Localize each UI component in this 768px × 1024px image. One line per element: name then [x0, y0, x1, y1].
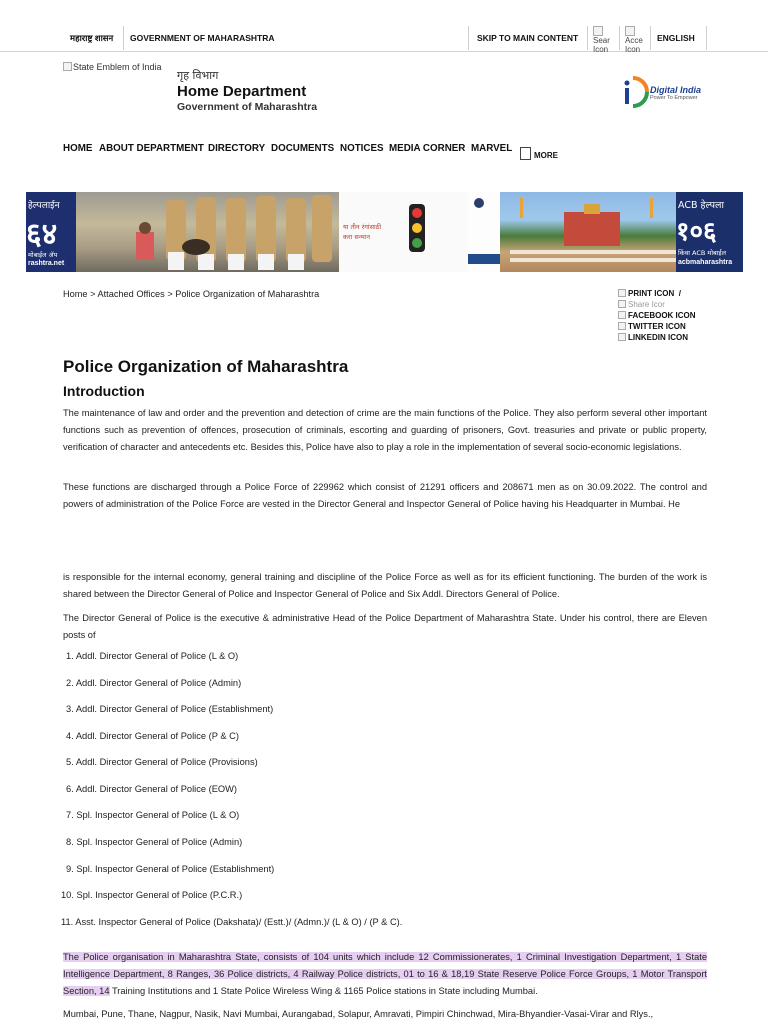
search-icon[interactable]	[593, 26, 615, 54]
breadcrumb-current: Police Organization of Maharashtra	[175, 289, 320, 299]
gov-english-label: GOVERNMENT OF MAHARASHTRA	[130, 33, 275, 43]
state-emblem-image[interactable]	[63, 62, 162, 72]
list-item: 6. Addl. Director General of Police (EOW)	[66, 784, 238, 794]
nav-notices[interactable]: NOTICES	[340, 143, 384, 154]
accessibility-icon-alt: Acce Icon	[625, 36, 643, 54]
intro-paragraph-4: The Director General of Police is the executive & administrative Head of the Police Department of Maharashtra State. Under his control, there are Eleven posts of	[63, 613, 707, 641]
divider	[587, 26, 588, 50]
section-title-introduction: Introduction	[63, 383, 145, 399]
facebook-button[interactable]	[618, 310, 728, 321]
facebook-label: FACEBOOK ICON	[628, 311, 696, 320]
list-item: 7. Spl. Inspector General of Police (L & O)	[66, 810, 240, 820]
department-subtitle: Government of Maharashtra	[177, 101, 318, 113]
breadcrumb-separator: >	[167, 289, 173, 299]
twitter-icon	[618, 322, 626, 330]
traffic-light-icon	[407, 204, 427, 252]
department-hindi-name: गृह विभाग	[177, 69, 219, 82]
list-item: 10. Spl. Inspector General of Police (P.C.R.)	[61, 890, 243, 900]
digital-india-tagline: Power To Empower	[650, 95, 698, 101]
accessibility-icon[interactable]	[625, 26, 647, 54]
nav-marvel[interactable]: MARVEL	[471, 143, 513, 154]
banner-parade-photo	[500, 192, 700, 272]
department-title[interactable]: Home Department	[177, 83, 307, 100]
nav-media-corner[interactable]: MEDIA CORNER	[389, 143, 466, 154]
digital-india-i-dot	[625, 81, 630, 86]
breadcrumb-attached-offices[interactable]: Attached Offices	[97, 289, 165, 299]
digital-india-text: Digital India	[650, 85, 702, 95]
list-item: 2. Addl. Director General of Police (Admin)	[66, 678, 242, 688]
acb-title: ACB हेल्पला	[678, 200, 724, 211]
organisation-text-rest: Training Institutions and 1 State Police Wireless Wing & 1165 Police stations in State including Mumbai.	[109, 986, 538, 997]
share-tools	[618, 288, 728, 343]
acb-line-1: किंवा ACB मोबाईल	[678, 249, 726, 257]
banner-traffic-poster	[339, 192, 468, 272]
list-item: 3. Addl. Director General of Police (Establishment)	[66, 704, 274, 714]
breadcrumb	[63, 289, 319, 299]
poster-line-2: करा सन्मान	[343, 233, 371, 241]
twitter-button[interactable]	[618, 321, 728, 332]
banner-acb-panel	[676, 192, 743, 272]
facebook-icon	[618, 311, 626, 319]
divider	[619, 26, 620, 50]
list-item: 1. Addl. Director General of Police (L & O)	[66, 651, 239, 661]
print-button[interactable]	[618, 288, 728, 299]
print-label: PRINT ICON	[628, 289, 675, 298]
linkedin-icon	[618, 333, 626, 341]
skip-to-main-link[interactable]: SKIP TO MAIN CONTENT	[477, 33, 579, 43]
nav-directory[interactable]: DIRECTORY	[208, 143, 266, 154]
list-item: 9. Spl. Inspector General of Police (Establishment)	[66, 864, 275, 874]
divider	[706, 26, 707, 50]
list-item: 11. Asst. Inspector General of Police (Dakshata)/ (Estt.)/ (Admn.)/ (L & O) / (P & C).	[61, 917, 403, 927]
linkedin-button[interactable]	[618, 332, 728, 343]
intro-paragraph-2: These functions are discharged through a Police Force of 229962 which consist of 21291 officers and 208671 men as on 30.09.2022. The control and powers of administration of the Police Force are vested in the Director General and Inspector General of Police having his Headquarter in Mumbai. He	[63, 482, 707, 510]
divider	[123, 26, 124, 50]
twitter-label: TWITTER ICON	[628, 322, 686, 331]
list-item: 4. Addl. Director General of Police (P & C)	[66, 731, 239, 741]
cities-paragraph: Mumbai, Pune, Thane, Nagpur, Nasik, Navi Mumbai, Aurangabad, Solapur, Amravati, Pimpiri Chinchwad, Mira-Bhyandier-Vasai-Virar and Rlys.,	[63, 1009, 654, 1019]
share-separator: /	[678, 289, 681, 298]
acb-line-2: acbmaharashtra	[678, 259, 733, 266]
banner-helpline-site: rashtra.net	[28, 260, 65, 267]
highlighted-text: The Police organisation in Maharashtra State, consists of 104 units which include 12 Commissionerates, 1 Criminal Investigation Department, 1 State Intelligence Department, 8 Ranges, 36 Police districts, 4 Railway Police districts, 01 to 16 & 18,19 State Reserve Police Force Groups, 1 Motor Transport Section, 14	[63, 952, 707, 997]
nav-home[interactable]: HOME	[63, 143, 93, 154]
page-title: Police Organization of Maharashtra	[63, 357, 349, 376]
more-menu-label[interactable]: MORE	[534, 151, 558, 160]
acb-number: १०६	[676, 217, 717, 247]
share-label: Share Icor	[628, 300, 665, 309]
divider	[650, 26, 651, 50]
language-selector[interactable]: ENGLISH	[657, 33, 695, 43]
nav-documents[interactable]: DOCUMENTS	[271, 143, 335, 154]
intro-paragraph-3: is responsible for the internal economy, general training and discipline of the Police Force as well as for its efficient functioning. The burden of the work is shared between the Director General of Police and Inspector General of Police and Six Addl. Directors General of Police.	[63, 572, 707, 600]
more-menu-checkbox[interactable]	[520, 147, 531, 160]
linkedin-label: LINKEDIN ICON	[628, 333, 688, 342]
top-utility-bar	[0, 24, 768, 52]
gov-hindi-label: महाराष्ट्र शासन	[70, 33, 114, 43]
divider	[468, 26, 469, 50]
banner-helpline-panel	[26, 192, 76, 272]
hero-banner-carousel[interactable]	[26, 192, 743, 272]
search-icon-alt: Sear Icon	[593, 36, 610, 54]
list-item: 8. Spl. Inspector General of Police (Admin)	[66, 837, 243, 847]
banner-poster-emblem	[468, 192, 500, 272]
list-item: 5. Addl. Director General of Police (Provisions)	[66, 757, 258, 767]
broken-image-icon	[63, 62, 72, 71]
police-parade-illustration	[76, 192, 339, 272]
state-emblem-alt: State Emblem of India	[73, 62, 162, 72]
banner-helpline-number: ६४	[26, 217, 58, 252]
parade-ground-illustration	[500, 192, 700, 272]
poster-line-1: या तीन रंगांसाठी	[343, 223, 382, 231]
digital-india-green-arc	[633, 92, 647, 106]
banner-helpline-app: मोबाईल ॲप	[28, 251, 58, 259]
share-button[interactable]	[618, 299, 728, 310]
nav-about-department[interactable]: ABOUT DEPARTMENT	[99, 143, 204, 154]
breadcrumb-home[interactable]: Home	[63, 289, 88, 299]
intro-paragraph-1: The maintenance of law and order and the prevention and detection of crime are the main functions of the Police. They also perform several other important functions such as prevention of offences, prosecution of criminals, escorting and guarding of prisoners, Govt. treasuries and private or public property, verification of character and antecedents etc. Besides this, Police have also to play a role in the implementation of several socio-economic legislations.	[63, 408, 707, 453]
print-icon	[618, 289, 626, 297]
digital-india-orange-arc	[633, 78, 647, 92]
organisation-paragraph	[63, 949, 707, 1001]
banner-police-photo	[76, 192, 339, 272]
digital-india-i-stem	[625, 88, 629, 104]
breadcrumb-separator: >	[90, 289, 96, 299]
banner-helpline-title: हेल्पलाईन	[28, 201, 60, 211]
share-icon	[618, 300, 626, 308]
